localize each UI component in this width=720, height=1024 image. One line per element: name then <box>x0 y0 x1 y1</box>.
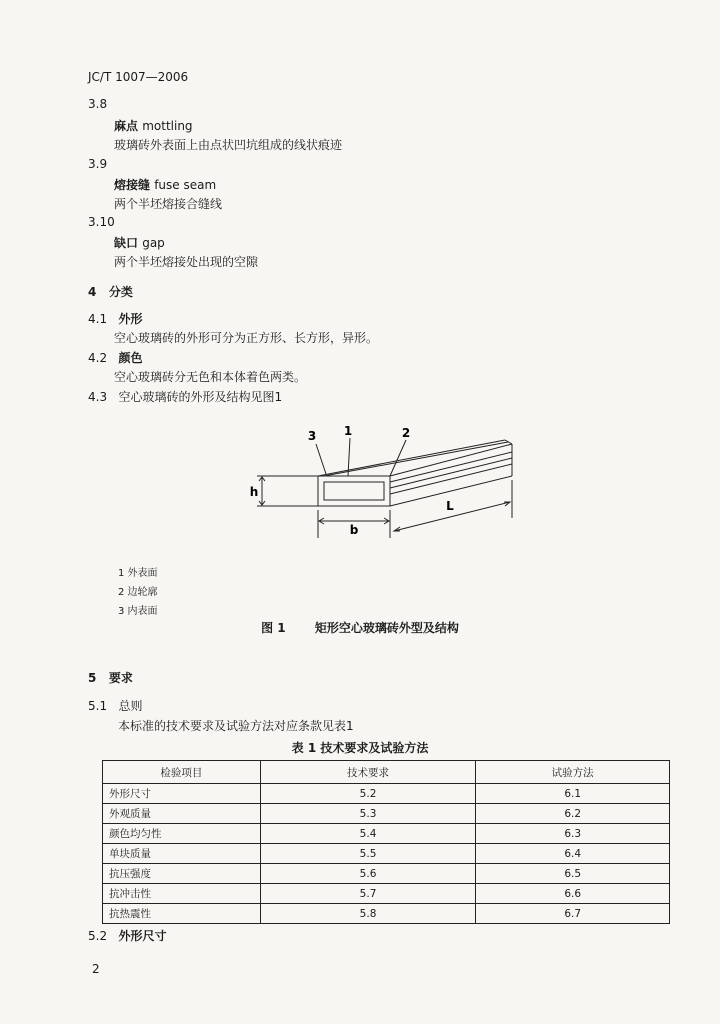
table-header: 检验项目 <box>103 761 261 784</box>
table-cell: 6.5 <box>476 864 670 884</box>
table-cell: 外观质量 <box>103 804 261 824</box>
table-caption: 表 1 技术要求及试验方法 <box>291 741 429 755</box>
table-cell: 5.7 <box>260 884 476 904</box>
section-number: 5 <box>88 671 97 685</box>
table-header-row <box>103 761 670 784</box>
term-en: fuse seam <box>154 178 217 192</box>
brick-inner-cavity <box>324 482 384 500</box>
table-cell: 单块质量 <box>103 844 261 864</box>
page-number: 2 <box>92 962 100 976</box>
table-row <box>103 784 670 804</box>
term-definition: 两个半坯熔接合缝线 <box>114 197 223 211</box>
table-cell: 5.6 <box>260 864 476 884</box>
term-cn: 缺口 <box>114 236 139 250</box>
figure-legend-item: 1 外表面 <box>118 568 158 579</box>
glass-brick-diagram <box>240 418 540 548</box>
table-cell: 外形尺寸 <box>103 784 261 804</box>
brick-front-outline <box>318 476 390 506</box>
table-cell: 6.3 <box>476 824 670 844</box>
subsection-number: 5.2 <box>88 929 108 943</box>
section-title: 分类 <box>108 285 133 299</box>
subsection-heading <box>88 349 143 366</box>
table-cell: 抗热震性 <box>103 904 261 924</box>
paragraph: 空心玻璃砖的外形可分为正方形、长方形，异形。 <box>114 331 379 345</box>
figure-legend-item: 3 内表面 <box>118 606 158 617</box>
subsection-heading <box>88 310 143 327</box>
figure-legend-item: 2 边轮廓 <box>118 587 158 598</box>
table-cell: 5.4 <box>260 824 476 844</box>
table-header: 试验方法 <box>476 761 670 784</box>
figure-label-1: 1 <box>343 424 353 438</box>
term-cn: 麻点 <box>114 119 139 133</box>
table-row <box>103 884 670 904</box>
table-cell: 6.4 <box>476 844 670 864</box>
figure-label-L: L <box>446 499 454 513</box>
subsection-text: 空心玻璃砖的外形及结构见图1 <box>118 390 283 404</box>
term-number: 3.9 <box>88 157 108 171</box>
figure-caption <box>0 619 720 636</box>
subsection-number: 4.3 <box>88 390 108 404</box>
figure-caption-title: 矩形空心玻璃砖外型及结构 <box>314 621 459 635</box>
section-heading <box>88 669 133 686</box>
table-cell: 抗压强度 <box>103 864 261 884</box>
subsection-title: 外形 <box>118 312 143 326</box>
table-cell: 6.7 <box>476 904 670 924</box>
subsection-heading <box>88 927 167 944</box>
table-cell: 6.1 <box>476 784 670 804</box>
section-title: 要求 <box>108 671 133 685</box>
figure-label-b: b <box>349 523 359 537</box>
term-cn: 熔接缝 <box>114 178 151 192</box>
term-definition: 玻璃砖外表面上由点状凹坑组成的线状痕迹 <box>114 138 343 152</box>
term-en: gap <box>142 236 165 250</box>
term-title <box>114 117 193 134</box>
table-cell: 颜色均匀性 <box>103 824 261 844</box>
paragraph: 空心玻璃砖分无色和本体着色两类。 <box>114 370 307 384</box>
paragraph: 本标准的技术要求及试验方法对应条款见表1 <box>118 719 354 733</box>
figure-label-3: 3 <box>307 429 317 443</box>
table-cell: 5.5 <box>260 844 476 864</box>
term-title <box>114 234 165 251</box>
table-cell: 抗冲击性 <box>103 884 261 904</box>
table-cell: 5.3 <box>260 804 476 824</box>
subsection-number: 4.2 <box>88 351 108 365</box>
table-cell: 5.2 <box>260 784 476 804</box>
term-number: 3.8 <box>88 97 108 111</box>
spec-table <box>102 760 670 924</box>
subsection-heading <box>88 697 143 714</box>
subsection-title: 外形尺寸 <box>118 929 167 943</box>
table-row <box>103 864 670 884</box>
table-row <box>103 844 670 864</box>
figure-label-2: 2 <box>401 426 411 440</box>
term-number: 3.10 <box>88 215 115 229</box>
table-cell: 5.8 <box>260 904 476 924</box>
subsection-number: 5.1 <box>88 699 108 713</box>
table-row <box>103 904 670 924</box>
subsection-title: 颜色 <box>118 351 143 365</box>
subsection-number: 4.1 <box>88 312 108 326</box>
term-definition: 两个半坯熔接处出现的空隙 <box>114 255 259 269</box>
section-heading <box>88 283 133 300</box>
subsection-title: 总则 <box>118 699 143 713</box>
table-row <box>103 824 670 844</box>
table-cell: 6.6 <box>476 884 670 904</box>
document-header: JC/T 1007—2006 <box>88 70 189 84</box>
figure-label-h: h <box>249 485 259 499</box>
table-cell: 6.2 <box>476 804 670 824</box>
term-title <box>114 176 216 193</box>
section-number: 4 <box>88 285 97 299</box>
table-row <box>103 804 670 824</box>
table-header: 技术要求 <box>260 761 476 784</box>
figure-caption-number: 图 1 <box>261 621 286 635</box>
term-en: mottling <box>142 119 193 133</box>
subsection-heading <box>88 388 282 405</box>
